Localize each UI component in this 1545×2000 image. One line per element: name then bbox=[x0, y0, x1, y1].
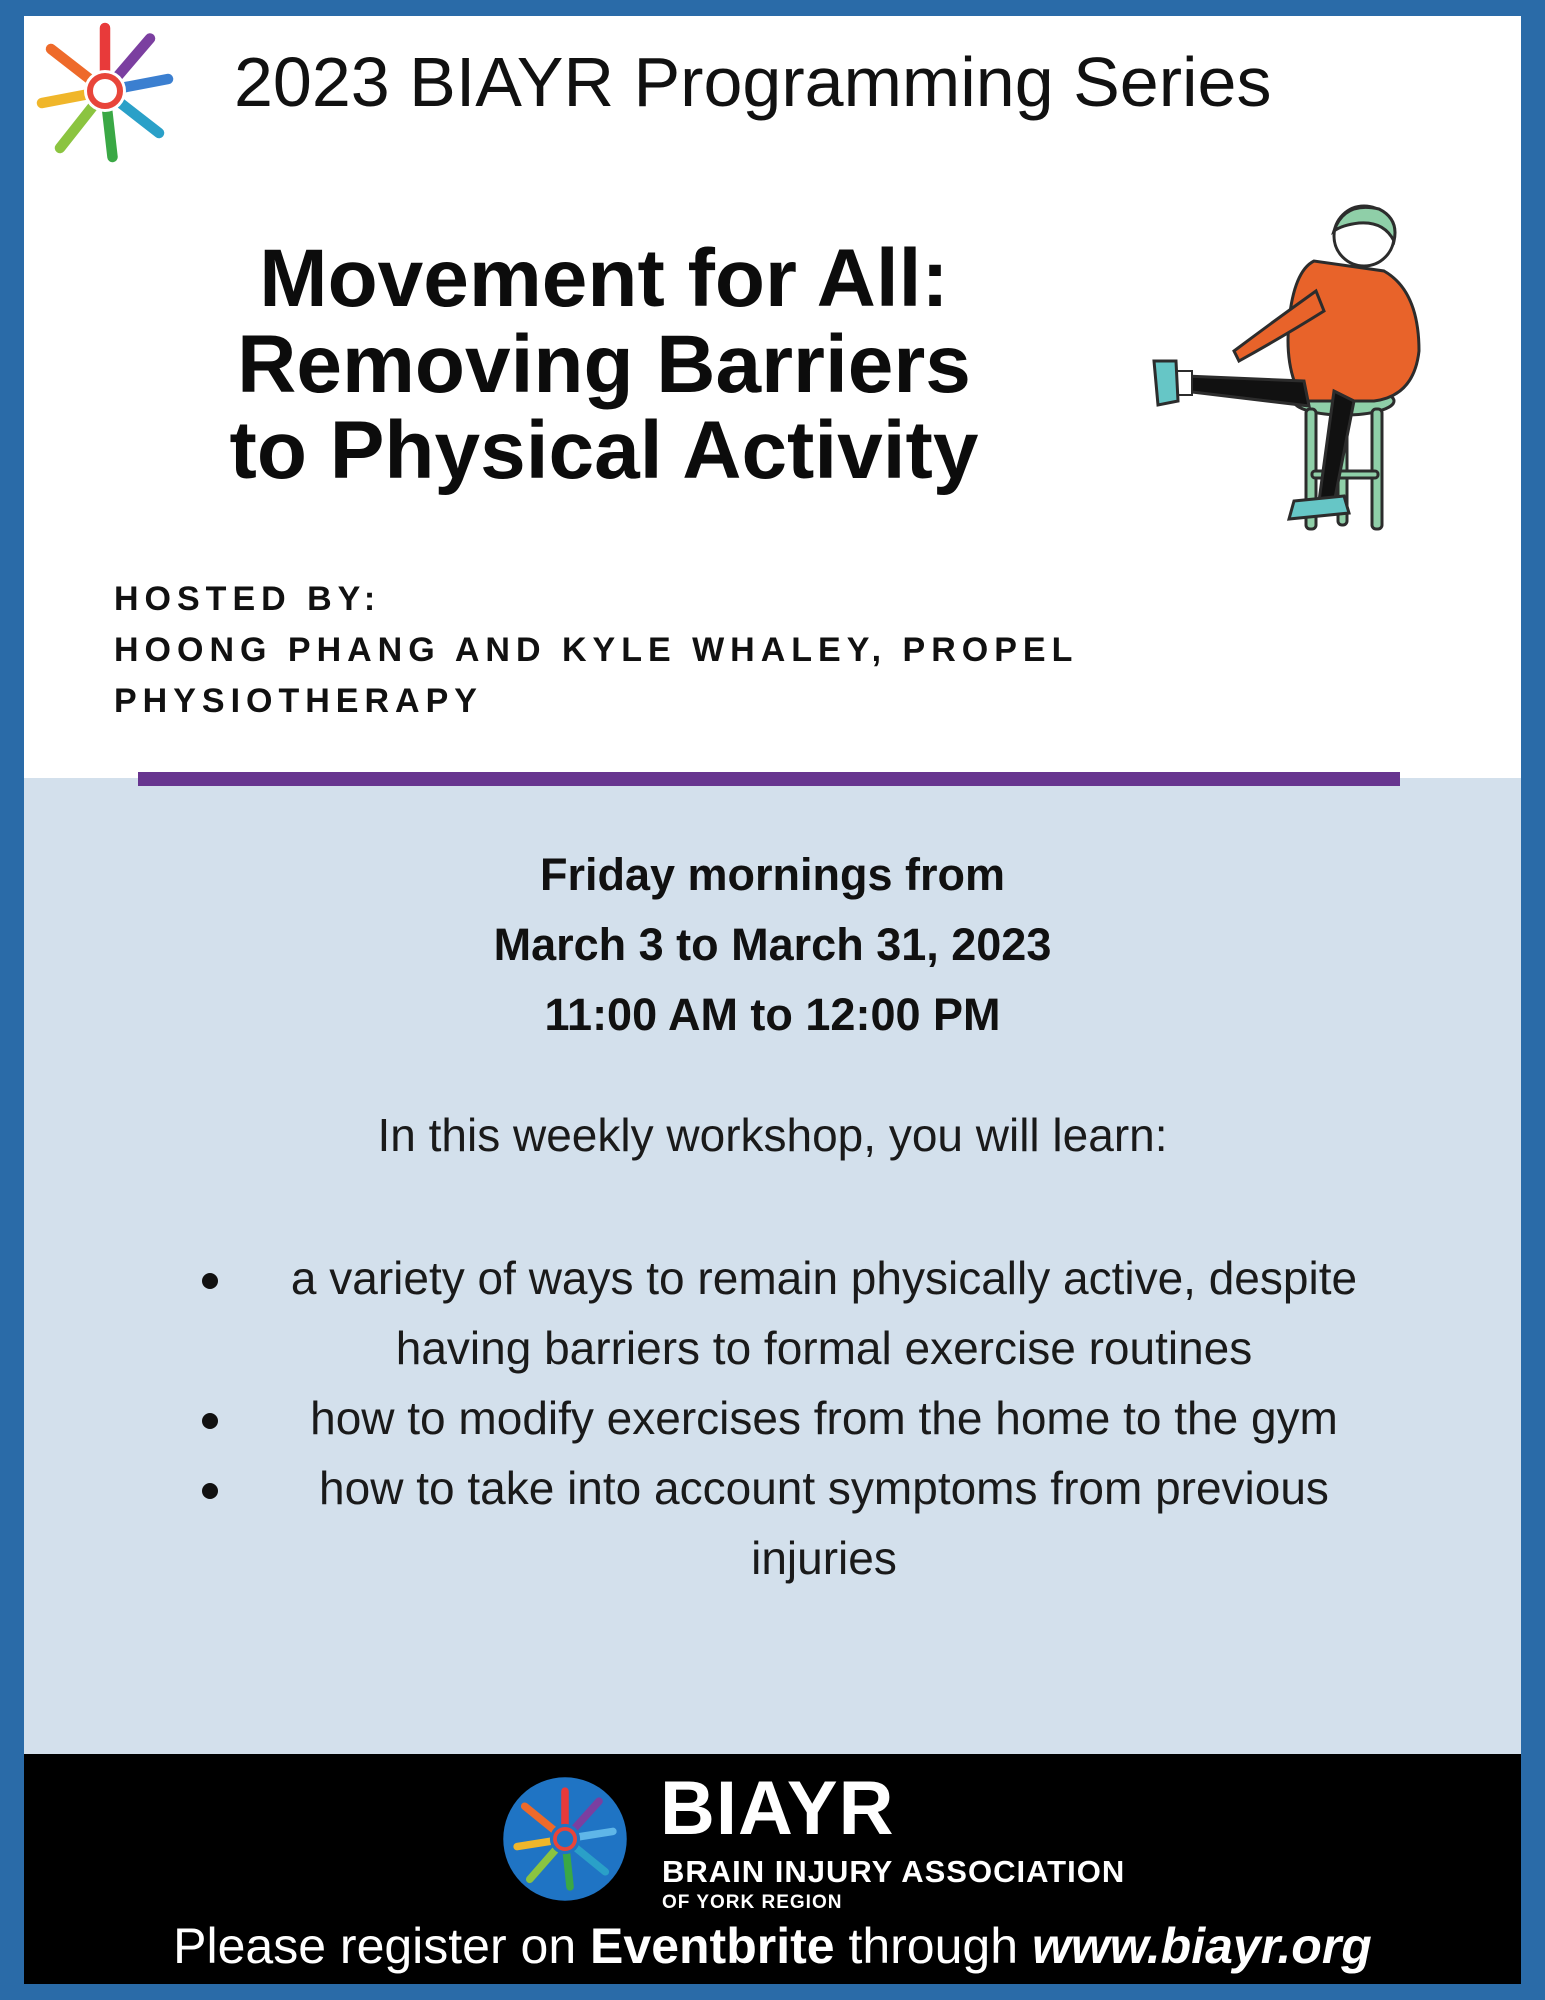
bullet-icon bbox=[202, 1413, 218, 1429]
divider bbox=[138, 772, 1400, 786]
register-platform[interactable]: Eventbrite bbox=[590, 1918, 835, 1974]
series-title: 2023 BIAYR Programming Series bbox=[234, 43, 1272, 121]
hosted-by-label: HOSTED BY: bbox=[114, 580, 382, 618]
bullet-icon bbox=[202, 1273, 218, 1289]
event-title bbox=[104, 233, 1104, 496]
register-line bbox=[24, 1917, 1521, 1975]
brand-region: OF YORK REGION bbox=[662, 1892, 843, 1913]
bullet-icon bbox=[202, 1483, 218, 1499]
event-title-line-1: Movement for All: bbox=[259, 233, 949, 324]
event-title-line-3: to Physical Activity bbox=[229, 405, 979, 496]
register-url-link[interactable]: www.biayr.org bbox=[1031, 1918, 1372, 1974]
header-section bbox=[24, 16, 1521, 778]
list-item-text: how to modify exercises from the home to the gym bbox=[310, 1392, 1338, 1444]
hosts-line-2: PHYSIOTHERAPY bbox=[114, 682, 483, 720]
biayr-hands-circle-logo-icon bbox=[502, 1776, 628, 1902]
brand-name: BIAYR bbox=[660, 1766, 895, 1851]
hosted-by bbox=[114, 574, 1264, 727]
list-item-text: a variety of ways to remain physically active, despite having barriers to formal exercise routines bbox=[290, 1252, 1358, 1374]
schedule-line-3: 11:00 AM to 12:00 PM bbox=[544, 989, 1001, 1040]
list-item bbox=[174, 1383, 1434, 1453]
brand-full-name: BRAIN INJURY ASSOCIATION bbox=[662, 1854, 1126, 1889]
schedule bbox=[24, 840, 1521, 1050]
workshop-intro: In this weekly workshop, you will learn: bbox=[377, 1109, 1168, 1161]
learning-list bbox=[174, 1243, 1434, 1593]
biayr-hands-circle-logo-icon bbox=[30, 16, 180, 166]
flyer bbox=[24, 16, 1521, 1984]
register-middle: through bbox=[834, 1918, 1032, 1974]
footer bbox=[24, 1754, 1521, 1984]
schedule-line-2: March 3 to March 31, 2023 bbox=[493, 919, 1052, 970]
event-title-line-2: Removing Barriers bbox=[237, 319, 971, 410]
list-item bbox=[174, 1243, 1434, 1383]
details-section bbox=[24, 778, 1521, 1770]
hosts-line-1: HOONG PHANG AND KYLE WHALEY, PROPEL bbox=[114, 631, 1079, 669]
list-item-text: how to take into account symptoms from previous injuries bbox=[319, 1462, 1329, 1584]
schedule-line-1: Friday mornings from bbox=[539, 849, 1006, 900]
person-seated-stretching-leg-icon bbox=[1144, 201, 1484, 561]
list-item bbox=[174, 1453, 1434, 1593]
register-prefix: Please register on bbox=[173, 1918, 591, 1974]
